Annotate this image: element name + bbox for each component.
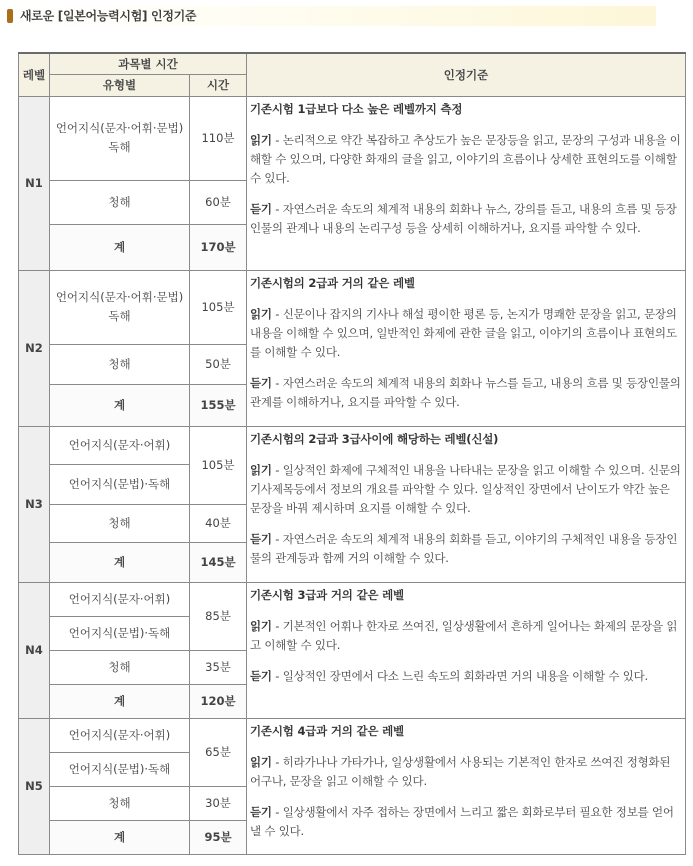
reading-label: 읽기 bbox=[250, 754, 272, 769]
listening-text: - 일상적인 장면에서 다소 느린 속도의 회화라면 거의 내용을 이해할 수 있다. bbox=[271, 668, 648, 683]
criteria-listening bbox=[250, 200, 682, 238]
listening-label: 듣기 bbox=[250, 375, 272, 390]
time-cell: 30분 bbox=[190, 786, 247, 820]
subject-cell: 언어지식(문법)·독해 bbox=[50, 464, 190, 504]
subject-cell: 언어지식(문법)·독해 bbox=[50, 616, 190, 650]
reading-label: 읽기 bbox=[250, 462, 272, 477]
subject-cell: 청해 bbox=[50, 180, 190, 224]
header-subject-time: 과목별 시간 bbox=[50, 53, 247, 74]
criteria-reading bbox=[250, 305, 682, 362]
subject-text: 언어지식(문자·어휘·문법) 독해 bbox=[55, 121, 184, 154]
criteria-title: 기존시험의 2급과 3급사이에 해당하는 레벨(신설) bbox=[250, 431, 499, 446]
time-cell: 85분 bbox=[190, 582, 247, 650]
criteria-reading bbox=[250, 131, 682, 188]
total-time: 95분 bbox=[190, 820, 247, 854]
criteria-n1 bbox=[247, 96, 686, 270]
time-cell: 65분 bbox=[190, 718, 247, 786]
time-cell: 110분 bbox=[190, 96, 247, 180]
listening-label: 듣기 bbox=[250, 804, 272, 819]
subject-cell: 청해 bbox=[50, 504, 190, 542]
criteria-reading bbox=[250, 617, 682, 655]
listening-text: - 자연스러운 속도의 체계적 내용의 회화나 뉴스를 듣고, 내용의 흐름 및 등장인물의 관계를 이해하거나, 요지를 파악할 수 있다. bbox=[250, 375, 681, 409]
criteria-n3 bbox=[247, 426, 686, 582]
level-n3: N3 bbox=[19, 426, 50, 582]
subject-cell bbox=[50, 96, 190, 180]
total-time: 155분 bbox=[190, 384, 247, 426]
reading-label: 읽기 bbox=[250, 618, 272, 633]
reading-text: - 히라가나나 가타가나, 일상생활에서 사용되는 기본적인 한자로 쓰여진 정형화된 어구나, 문장을 읽고 이해할 수 있다. bbox=[250, 754, 671, 788]
listening-text: - 자연스러운 속도의 체계적 내용의 회화를 듣고, 이야기의 구체적인 내용을 등장인물의 관계등과 함께 거의 이해할 수 있다. bbox=[250, 531, 678, 565]
time-cell: 60분 bbox=[190, 180, 247, 224]
listening-label: 듣기 bbox=[250, 531, 272, 546]
subject-cell bbox=[50, 270, 190, 344]
criteria-table bbox=[18, 52, 686, 855]
criteria-n4 bbox=[247, 582, 686, 718]
listening-label: 듣기 bbox=[250, 201, 272, 216]
criteria-n2 bbox=[247, 270, 686, 426]
header-level: 레벨 bbox=[19, 53, 50, 96]
reading-label: 읽기 bbox=[250, 306, 272, 321]
criteria-reading bbox=[250, 461, 682, 518]
level-n4: N4 bbox=[19, 582, 50, 718]
total-time: 120분 bbox=[190, 684, 247, 718]
criteria-listening bbox=[250, 530, 682, 568]
reading-text: - 신문이나 잡지의 기사나 해설 평이한 평론 등, 논지가 명쾌한 문장을 읽고, 문장의 내용을 이해할 수 있으며, 일반적인 화제에 관한 글을 읽고, 이야기의 흐름이나 표현의도를 이해할 수 있다. bbox=[250, 306, 677, 359]
total-label: 계 bbox=[50, 224, 190, 270]
time-cell: 105분 bbox=[190, 426, 247, 504]
subject-cell: 청해 bbox=[50, 344, 190, 384]
time-cell: 105분 bbox=[190, 270, 247, 344]
listening-text: - 일상생활에서 자주 접하는 장면에서 느리고 짧은 회화로부터 필요한 정보를 얻어낼 수 있다. bbox=[250, 804, 674, 838]
criteria-title: 기존시험의 2급과 거의 같은 레벨 bbox=[250, 275, 415, 290]
level-n2: N2 bbox=[19, 270, 50, 426]
subject-cell: 언어지식(문자·어휘) bbox=[50, 426, 190, 464]
reading-text: - 논리적으로 약간 복잡하고 추상도가 높은 문장등을 읽고, 문장의 구성과 내용을 이해할 수 있으며, 다양한 화재의 글을 읽고, 이야기의 흐름이나 상세한 표현의도를 이해할 수 있다. bbox=[250, 132, 681, 185]
total-label: 계 bbox=[50, 820, 190, 854]
subject-cell: 청해 bbox=[50, 650, 190, 684]
reading-label: 읽기 bbox=[250, 132, 272, 147]
criteria-title: 기존시험 3급과 거의 같은 레벨 bbox=[250, 587, 404, 602]
total-label: 계 bbox=[50, 384, 190, 426]
listening-label: 듣기 bbox=[250, 668, 272, 683]
total-label: 계 bbox=[50, 684, 190, 718]
page-title: 새로운 [일본어능력시험] 인정기준 bbox=[20, 9, 197, 23]
subject-cell: 언어지식(문법)·독해 bbox=[50, 752, 190, 786]
criteria-n5 bbox=[247, 718, 686, 854]
criteria-listening bbox=[250, 803, 682, 841]
header-time: 시간 bbox=[190, 74, 247, 96]
total-time: 170분 bbox=[190, 224, 247, 270]
criteria-listening bbox=[250, 374, 682, 412]
subject-cell: 청해 bbox=[50, 786, 190, 820]
total-time: 145분 bbox=[190, 542, 247, 582]
time-cell: 50분 bbox=[190, 344, 247, 384]
reading-text: - 기본적인 어휘나 한자로 쓰여진, 일상생활에서 흔하게 일어나는 화제의 문장을 읽고 이해할 수 있다. bbox=[250, 618, 678, 652]
level-n1: N1 bbox=[19, 96, 50, 270]
time-cell: 35분 bbox=[190, 650, 247, 684]
criteria-reading bbox=[250, 753, 682, 791]
header-criteria: 인정기준 bbox=[247, 53, 686, 96]
level-n5: N5 bbox=[19, 718, 50, 854]
criteria-listening bbox=[250, 667, 682, 686]
listening-text: - 자연스러운 속도의 체계적 내용의 회화나 뉴스, 강의를 듣고, 내용의 흐름 및 등장인물의 관계나 내용의 논리구성 등을 상세히 이해하거나, 요지를 파악할 수 있다. bbox=[250, 201, 677, 235]
subject-text: 언어지식(문자·어휘·문법) 독해 bbox=[55, 290, 184, 323]
subject-cell: 언어지식(문자·어휘) bbox=[50, 582, 190, 616]
subject-cell: 언어지식(문자·어휘) bbox=[50, 718, 190, 752]
criteria-title: 기존시험 4급과 거의 같은 레벨 bbox=[250, 723, 404, 738]
time-cell: 40분 bbox=[190, 504, 247, 542]
bullet-icon bbox=[7, 9, 13, 23]
total-label: 계 bbox=[50, 542, 190, 582]
criteria-title: 기존시험 1급보다 다소 높은 레벨까지 측정 bbox=[250, 101, 463, 116]
header-type: 유형별 bbox=[50, 74, 190, 96]
reading-text: - 일상적인 화제에 구체적인 내용을 나타내는 문장을 읽고 이해할 수 있으며. 신문의 기사제목등에서 정보의 개요를 파악할 수 있다. 일상적인 장면에서 난이도가 약간 높은 문장을 바꿔 제시하며 요지를 이해할 수 있다. bbox=[250, 462, 681, 515]
